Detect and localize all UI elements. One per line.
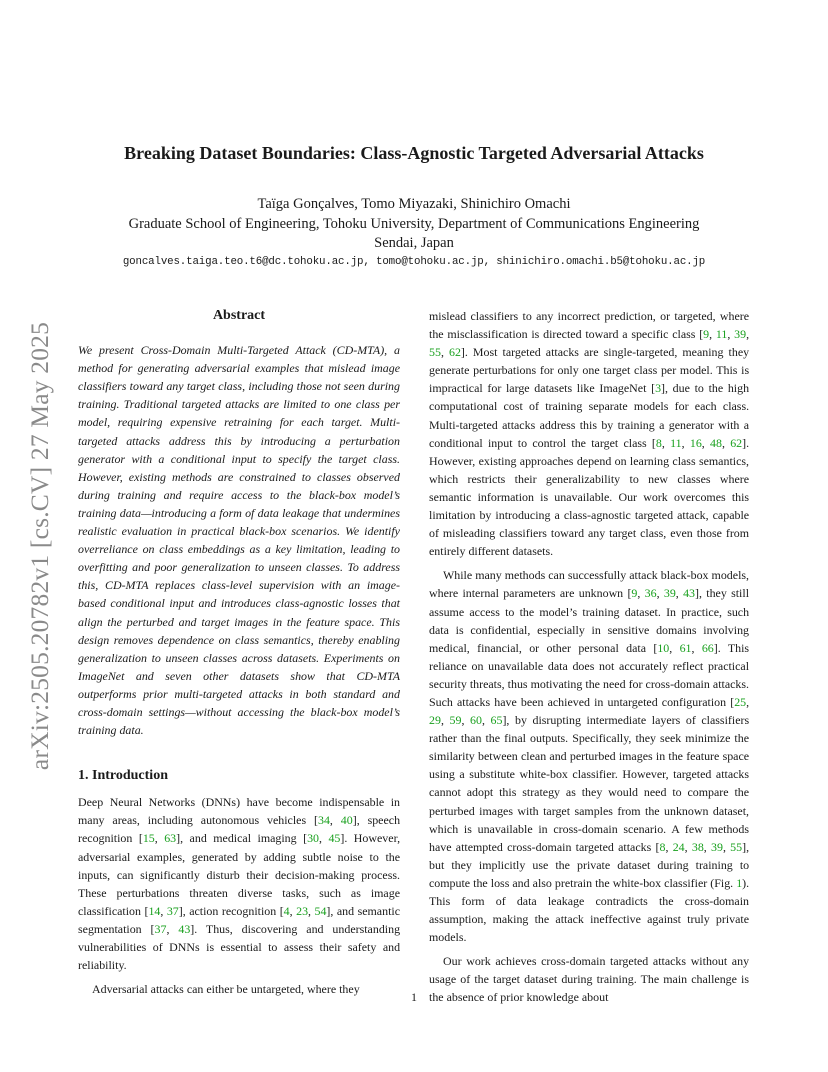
location: Sendai, Japan: [374, 235, 454, 251]
citation-link[interactable]: 66: [701, 640, 714, 655]
author-emails: goncalves.taiga.teo.t6@dc.tohoku.ac.jp, tomo@tohoku.ac.jp, shinichiro.omachi.b5@tohoku.ac.jp: [122, 256, 706, 268]
citation-link[interactable]: 11: [670, 435, 682, 450]
citation-link[interactable]: 9: [631, 586, 638, 601]
right-column: [429, 307, 749, 1007]
citation-link[interactable]: 65: [490, 713, 503, 728]
citation-link[interactable]: 39: [711, 839, 723, 854]
intro-heading: 1. Introduction: [78, 768, 168, 784]
citation-link[interactable]: 25: [734, 694, 747, 709]
intro-paragraph-2-continued: mislead classifiers to any incorrect prediction, or targeted, where the misclassification is directed toward a specific class [9, 11, 39, 55, 62]. Most targeted attacks are single-targeted, meaning they generate perturbations for only one target class per model. This is impractical for large datasets like ImageNet [3], due to the high computational cost of training separate models for each class. Multi-targeted attacks address this by training a generator with a conditional input to control the target class [8, 11, 16, 48, 62]. However, existing approaches depend on learning class semantics, which restricts their generalizability to new classes where semantic information is unavailable. Our work overcomes this limitation by introducing a class-agnostic targeted attack, capable of misleading classifiers toward any target class, even those from entirely different datasets.: [429, 309, 750, 559]
affiliation: Graduate School of Engineering, Tohoku University, Department of Communications Engineering: [128, 216, 700, 232]
abstract-text: We present Cross-Domain Multi-Targeted Attack (CD-MTA), a method for generating adversarial examples that mislead image classifiers toward any target class, including those not seen during training. Traditional targeted attacks are limited to one class per model, requiring expensive retraining for each target. Multi-targeted attacks address this by introducing a perturbation generator with a conditional input to specify the target class. However, existing methods are constrained to classes observed during training and require access to the black-box model’s training data—introducing a form of data leakage that undermines realistic evaluation in practical black-box scenarios. We identify overreliance on class embeddings as a key limitation, leading to overfitting and poor generalization to unseen classes. To address this, CD-MTA replaces class-level supervision with an image-based conditional input and introduces class-agnostic losses that align the perturbed and target images in the feature space. This design removes dependence on class semantics, thereby enabling generalization to unseen classes across datasets. Experiments on ImageNet and seven other datasets show that CD-MTA outperforms prior multi-targeted attacks in both standard and cross-domain settings—without accessing the black-box model’s training data.: [78, 343, 400, 738]
citation-link[interactable]: 63: [164, 831, 177, 846]
citation-link[interactable]: 62: [448, 345, 461, 360]
citation-link[interactable]: 55: [730, 839, 743, 854]
arxiv-stamp-text: arXiv:2505.20782v1 [cs.CV] 27 May 2025: [25, 321, 54, 771]
intro-paragraph-3: While many methods can successfully attack black-box models, where internal parameters are unknown [9, 36, 39, 43], they still assume access to the model’s training dataset. In practice, such data is confidential, especially in sensitive domains involving medical, financial, or other personal data [10, 61, 66]. This reliance on unavailable data does not accurately reflect practical security threats, thus motivating the need for cross-domain attacks. Such attacks have been achieved in untargeted configuration [25, 29, 59, 60, 65], by disrupting intermediate layers of classifiers rather than the final outputs. Specifically, they seek minimize the similarity between clean and perturbed images in the feature space using a substitute white-box classifier. However, targeted attacks cannot adopt this strategy as they would need to compare the perturbed images with target samples from the unknown dataset, which is unavailable in cross-domain scenario. A few methods have attempted cross-domain targeted attacks [8, 24, 38, 39, 55], but they implicitly use the private dataset during training to compute the loss and also pretrain the white-box classifier (Fig. 1). This form of data leakage contradicts the cross-domain assumption, making the attack ineffective against truly private models.: [429, 568, 750, 945]
citation-link[interactable]: 38: [691, 839, 704, 854]
citation-link[interactable]: 8: [659, 839, 666, 854]
paper-title: Breaking Dataset Boundaries: Class-Agnostic Targeted Adversarial Attacks: [124, 143, 704, 163]
citation-link[interactable]: 14: [148, 903, 161, 918]
citation-link[interactable]: 24: [672, 839, 685, 854]
citation-link[interactable]: 39: [663, 586, 676, 601]
left-column: [78, 307, 400, 998]
citation-link[interactable]: 29: [429, 713, 441, 728]
intro-paragraph-2: Adversarial attacks can either be untargeted, where they: [92, 982, 360, 997]
author-list: Taïga Gonçalves, Tomo Miyazaki, Shinichiro Omachi: [257, 196, 571, 212]
citation-link[interactable]: 43: [178, 921, 191, 936]
citation-link[interactable]: 37: [154, 921, 167, 936]
citation-link[interactable]: 9: [703, 327, 710, 342]
citation-link[interactable]: 48: [710, 435, 722, 450]
citation-link[interactable]: 36: [644, 586, 657, 601]
citation-link[interactable]: 40: [340, 813, 353, 828]
citation-link[interactable]: 55: [429, 345, 441, 360]
citation-link[interactable]: 39: [734, 327, 747, 342]
citation-link[interactable]: 45: [328, 831, 341, 846]
intro-paragraph-1: Deep Neural Networks (DNNs) have become indispensable in many areas, including autonomous vehicles [34, 40], speech recognition [15, 63], and medical imaging [30, 45]. However, adversarial examples, generated by adding subtle noise to the inputs, can significantly disturb their decision-making process. These perturbations threaten diverse tasks, such as image classification [14, 37], action recognition [4, 23, 54], and semantic segmentation [37, 43]. Thus, discovering and understanding vulnerabilities of DNNs is essential to assess their safety and reliability.: [78, 795, 401, 973]
citation-link[interactable]: 15: [142, 831, 155, 846]
affiliation-block: [0, 215, 828, 253]
citation-link[interactable]: 34: [317, 813, 330, 828]
citation-link[interactable]: 43: [683, 586, 695, 601]
citation-link[interactable]: 54: [314, 903, 327, 918]
citation-link[interactable]: 37: [166, 903, 179, 918]
intro-paragraph-4: Our work achieves cross-domain targeted attacks without any usage of the target dataset during training. The main challenge is the absence of prior knowledge about: [429, 954, 750, 1005]
citation-link[interactable]: 4: [283, 903, 290, 918]
citation-link[interactable]: 16: [689, 435, 702, 450]
citation-link[interactable]: 8: [655, 435, 662, 450]
citation-link[interactable]: 1: [736, 875, 743, 890]
arxiv-stamp: [20, 296, 60, 796]
citation-link[interactable]: 11: [715, 327, 728, 342]
page-number: 1: [411, 990, 417, 1004]
citation-link[interactable]: 10: [657, 640, 670, 655]
abstract-heading: Abstract: [212, 308, 266, 323]
citation-link[interactable]: 60: [470, 713, 482, 728]
citation-link[interactable]: 62: [730, 435, 743, 450]
citation-link[interactable]: 30: [307, 831, 319, 846]
citation-link[interactable]: 23: [296, 903, 309, 918]
citation-link[interactable]: 61: [679, 640, 692, 655]
citation-link[interactable]: 59: [449, 713, 462, 728]
citation-link[interactable]: 3: [655, 381, 662, 396]
